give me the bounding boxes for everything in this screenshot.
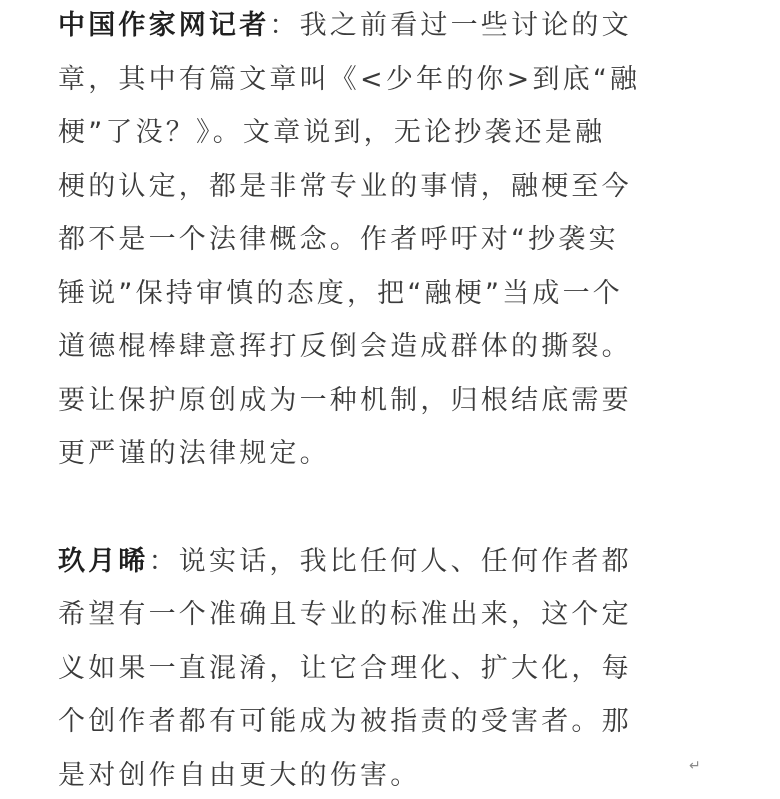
text-line-content: ：我之前看过一些讨论的文 xyxy=(269,3,631,42)
text-line: 个创作者都有可能成为被指责的受害者。那 xyxy=(58,692,658,746)
text-line xyxy=(58,532,658,586)
text-line: 是对创作自由更大的伤害。 xyxy=(58,746,658,799)
text-line: 道德棍棒肆意挥打反倒会造成群体的撕裂。 xyxy=(58,317,658,371)
article-body xyxy=(58,0,658,799)
text-line: 章，其中有篇文章叫《<少年的你>到底“融 xyxy=(58,50,658,104)
text-line: 要让保护原创成为一种机制，归根结底需要 xyxy=(58,371,658,425)
text-line: 都不是一个法律概念。作者呼吁对“抄袭实 xyxy=(58,210,658,264)
text-line: 更严谨的法律规定。 xyxy=(58,424,658,478)
text-line: 希望有一个准确且专业的标准出来，这个定 xyxy=(58,585,658,639)
text-line-content: ：说实话，我比任何人、任何作者都 xyxy=(149,539,632,578)
text-line: 义如果一直混淆，让它合理化、扩大化，每 xyxy=(58,639,658,693)
text-line: 锤说”保持审慎的态度，把“融梗”当成一个 xyxy=(58,264,658,318)
text-line xyxy=(58,0,658,50)
interview-paragraph-author xyxy=(58,532,658,799)
speaker-name: 中国作家网记者 xyxy=(58,3,269,42)
text-line: 梗”了没？》。文章说到，无论抄袭还是融 xyxy=(58,103,658,157)
interview-paragraph-reporter xyxy=(58,0,658,478)
paragraph-gap xyxy=(58,478,658,532)
paragraph-return-icon: ↵ xyxy=(689,758,701,774)
text-line: 梗的认定，都是非常专业的事情，融梗至今 xyxy=(58,157,658,211)
speaker-name: 玖月晞 xyxy=(58,539,149,578)
